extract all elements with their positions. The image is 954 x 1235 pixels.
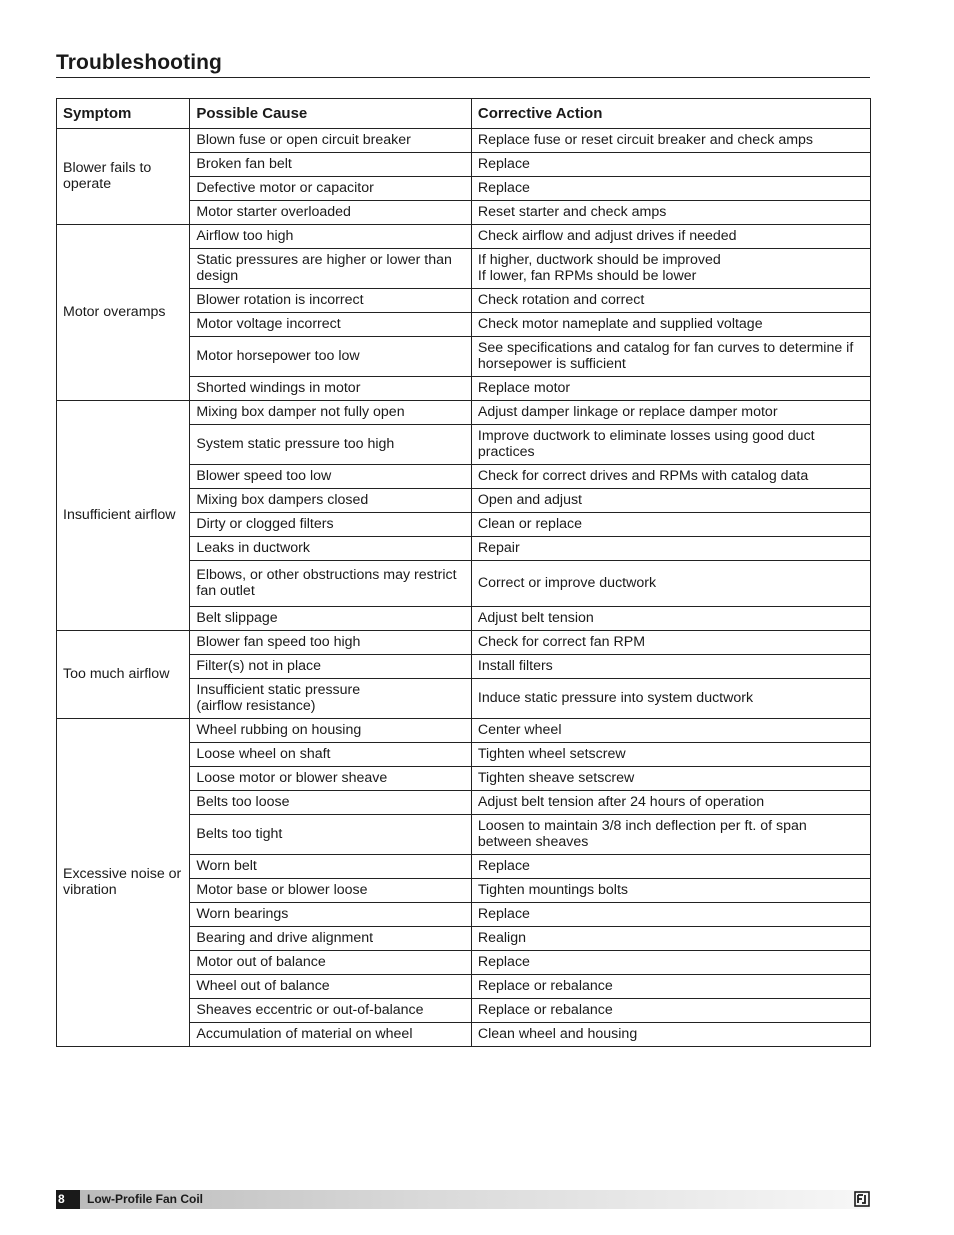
title-divider <box>56 77 870 78</box>
table-body <box>57 129 871 1047</box>
cause-cell: Filter(s) not in place <box>190 655 471 679</box>
action-cell: Center wheel <box>471 719 870 743</box>
table-row <box>57 631 871 655</box>
cause-cell: Leaks in ductwork <box>190 537 471 561</box>
cause-cell: Belts too tight <box>190 815 471 855</box>
manufacturer-logo-icon <box>854 1191 870 1207</box>
cause-cell: Belt slippage <box>190 607 471 631</box>
cause-cell: Airflow too high <box>190 225 471 249</box>
page-title: Troubleshooting <box>56 51 222 74</box>
action-cell: Adjust belt tension <box>471 607 870 631</box>
cause-cell: Wheel rubbing on housing <box>190 719 471 743</box>
symptom-cell: Insufficient airflow <box>57 401 190 631</box>
cause-cell: Static pressures are higher or lower than design <box>190 249 471 289</box>
action-cell: Install filters <box>471 655 870 679</box>
action-cell: Correct or improve ductwork <box>471 561 870 607</box>
action-cell: Replace or rebalance <box>471 975 870 999</box>
page-number: 8 <box>56 1190 80 1209</box>
action-cell: Check rotation and correct <box>471 289 870 313</box>
cause-cell: Defective motor or capacitor <box>190 177 471 201</box>
cause-cell: Blower rotation is incorrect <box>190 289 471 313</box>
cause-cell: Mixing box damper not fully open <box>190 401 471 425</box>
cause-cell: Motor horsepower too low <box>190 337 471 377</box>
action-cell: Replace <box>471 153 870 177</box>
action-cell: Replace <box>471 177 870 201</box>
action-cell: Tighten wheel setscrew <box>471 743 870 767</box>
action-cell: Replace or rebalance <box>471 999 870 1023</box>
page-footer <box>56 1190 870 1209</box>
action-cell: Replace <box>471 951 870 975</box>
action-cell: Check for correct fan RPM <box>471 631 870 655</box>
header-corrective-action: Corrective Action <box>471 99 870 129</box>
cause-cell: Worn bearings <box>190 903 471 927</box>
action-cell: If higher, ductwork should be improved If lower, fan RPMs should be lower <box>471 249 870 289</box>
table-row <box>57 401 871 425</box>
action-cell: Replace <box>471 855 870 879</box>
action-cell: Induce static pressure into system ductwork <box>471 679 870 719</box>
header-possible-cause: Possible Cause <box>190 99 471 129</box>
table-row <box>57 129 871 153</box>
cause-cell: Motor base or blower loose <box>190 879 471 903</box>
action-cell: Loosen to maintain 3/8 inch deflection per ft. of span between sheaves <box>471 815 870 855</box>
action-cell: Clean or replace <box>471 513 870 537</box>
action-cell: Check airflow and adjust drives if needed <box>471 225 870 249</box>
cause-cell: Mixing box dampers closed <box>190 489 471 513</box>
action-cell: Replace motor <box>471 377 870 401</box>
cause-cell: Accumulation of material on wheel <box>190 1023 471 1047</box>
cause-cell: Blower speed too low <box>190 465 471 489</box>
cause-cell: Motor starter overloaded <box>190 201 471 225</box>
cause-cell: Wheel out of balance <box>190 975 471 999</box>
action-cell: Tighten mountings bolts <box>471 879 870 903</box>
action-cell: Open and adjust <box>471 489 870 513</box>
action-cell: Tighten sheave setscrew <box>471 767 870 791</box>
cause-cell: Loose wheel on shaft <box>190 743 471 767</box>
document-title: Low-Profile Fan Coil <box>87 1192 203 1206</box>
symptom-cell: Excessive noise or vibration <box>57 719 190 1047</box>
cause-cell: Worn belt <box>190 855 471 879</box>
cause-cell: Belts too loose <box>190 791 471 815</box>
cause-cell: Bearing and drive alignment <box>190 927 471 951</box>
table-row <box>57 225 871 249</box>
action-cell: See specifications and catalog for fan curves to determine if horsepower is sufficient <box>471 337 870 377</box>
action-cell: Adjust damper linkage or replace damper motor <box>471 401 870 425</box>
cause-cell: Dirty or clogged filters <box>190 513 471 537</box>
cause-cell: Blower fan speed too high <box>190 631 471 655</box>
cause-cell: Loose motor or blower sheave <box>190 767 471 791</box>
action-cell: Replace fuse or reset circuit breaker and check amps <box>471 129 870 153</box>
cause-cell: Blown fuse or open circuit breaker <box>190 129 471 153</box>
symptom-cell: Too much airflow <box>57 631 190 719</box>
cause-cell: Motor voltage incorrect <box>190 313 471 337</box>
action-cell: Realign <box>471 927 870 951</box>
action-cell: Repair <box>471 537 870 561</box>
troubleshooting-table <box>56 98 871 1047</box>
action-cell: Check for correct drives and RPMs with catalog data <box>471 465 870 489</box>
action-cell: Check motor nameplate and supplied voltage <box>471 313 870 337</box>
cause-cell: Motor out of balance <box>190 951 471 975</box>
table-row <box>57 719 871 743</box>
cause-cell: Elbows, or other obstructions may restrict fan outlet <box>190 561 471 607</box>
symptom-cell: Motor overamps <box>57 225 190 401</box>
cause-cell: Insufficient static pressure (airflow resistance) <box>190 679 471 719</box>
table-header-row <box>57 99 871 129</box>
action-cell: Replace <box>471 903 870 927</box>
action-cell: Clean wheel and housing <box>471 1023 870 1047</box>
action-cell: Improve ductwork to eliminate losses using good duct practices <box>471 425 870 465</box>
symptom-cell: Blower fails to operate <box>57 129 190 225</box>
cause-cell: Sheaves eccentric or out-of-balance <box>190 999 471 1023</box>
action-cell: Adjust belt tension after 24 hours of operation <box>471 791 870 815</box>
cause-cell: System static pressure too high <box>190 425 471 465</box>
action-cell: Reset starter and check amps <box>471 201 870 225</box>
header-symptom: Symptom <box>57 99 190 129</box>
cause-cell: Broken fan belt <box>190 153 471 177</box>
cause-cell: Shorted windings in motor <box>190 377 471 401</box>
